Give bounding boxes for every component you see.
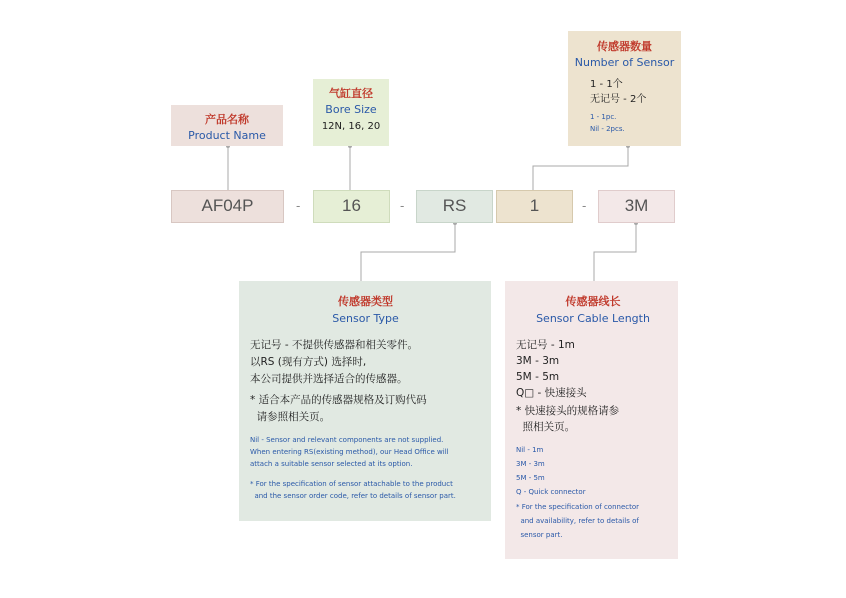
cable-length-note-en: and availability, refer to details of (516, 517, 639, 525)
sensor-count-en2: Nil - 2pcs. (590, 125, 625, 133)
code-separator-1: - (296, 198, 301, 213)
product-name-en: Product Name (188, 129, 266, 142)
sensor-type-note-cn: * 适合本产品的传感器规格及订购代码 (250, 394, 427, 406)
sensor-count-line1: 1 - 1个 (590, 79, 623, 90)
cable-length-en-line: 3M - 3m (516, 460, 545, 468)
code-separator-3: - (582, 198, 587, 213)
cable-length-en-line: Q - Quick connector (516, 488, 586, 496)
cable-connector (594, 223, 636, 281)
product-name-cn: 产品名称 (205, 113, 249, 126)
cable-length-cn-line: 5M - 5m (516, 371, 560, 383)
code-sensor-count: 1 (496, 190, 573, 223)
cable-length-note-cn: 照相关页。 (516, 421, 576, 433)
sensor-type-note-en: and the sensor order code, refer to details of sensor part. (250, 492, 456, 500)
sensor-count-en: Number of Sensor (574, 56, 675, 69)
sensor-type-note-cn: 请参照相关页。 (250, 411, 331, 423)
bore-size-label (313, 79, 389, 146)
sensor-count-cn: 传感器数量 (597, 40, 652, 53)
code-separator-2: - (400, 198, 405, 213)
sensor-type-note-en: * For the specification of sensor attachable to the product (250, 480, 453, 488)
sensor-type-panel (239, 281, 491, 521)
sensor-type-cn: 传感器类型 (338, 295, 393, 308)
cable-length-en-line: 5M - 5m (516, 474, 545, 482)
sensor-type-cn-line: 无记号 - 不提供传感器和相关零件。 (250, 339, 418, 351)
sensor-type-cn-line: 以RS (现有方式) 选择时, (250, 356, 367, 368)
sensor-type-cn-line: 本公司提供并选择适合的传感器。 (250, 373, 408, 385)
cable-length-cn-line: 3M - 3m (516, 355, 560, 367)
sensor-count-connector (533, 146, 628, 190)
sensor-count-en1: 1 - 1pc. (590, 113, 617, 121)
code-cable: 3M (598, 190, 675, 223)
cable-length-cn: 传感器线长 (565, 295, 621, 308)
code-bore: 16 (313, 190, 390, 223)
sensor-type-en-line: attach a suitable sensor selected at its option. (250, 460, 413, 468)
sensor-type-en-line: When entering RS(existing method), our Head Office will (250, 448, 449, 456)
cable-length-en: Sensor Cable Length (536, 312, 650, 325)
sensor-type-en-line: Nil - Sensor and relevant components are not supplied. (250, 436, 444, 444)
cable-length-note-en: * For the specification of connector (516, 503, 640, 511)
sensor-count-line2: 无记号 - 2个 (590, 94, 647, 105)
bore-size-en: Bore Size (325, 103, 377, 116)
product-name-label (171, 105, 283, 146)
cable-length-panel (505, 281, 678, 559)
code-product: AF04P (171, 190, 284, 223)
cable-length-cn-line: Q□ - 快速接头 (516, 387, 587, 399)
cable-length-cn-line: 无记号 - 1m (516, 339, 575, 351)
sensor-count-label (568, 31, 681, 146)
bore-size-values: 12N, 16, 20 (321, 121, 381, 132)
sensor-type-en: Sensor Type (332, 312, 399, 325)
code-sensor-type: RS (416, 190, 493, 223)
cable-length-note-cn: * 快速接头的规格请参 (516, 405, 620, 417)
bore-size-cn: 气缸直径 (329, 87, 373, 100)
sensor-type-connector (361, 223, 455, 281)
cable-length-note-en: sensor part. (516, 531, 563, 539)
cable-length-en-line: Nil - 1m (516, 446, 544, 454)
